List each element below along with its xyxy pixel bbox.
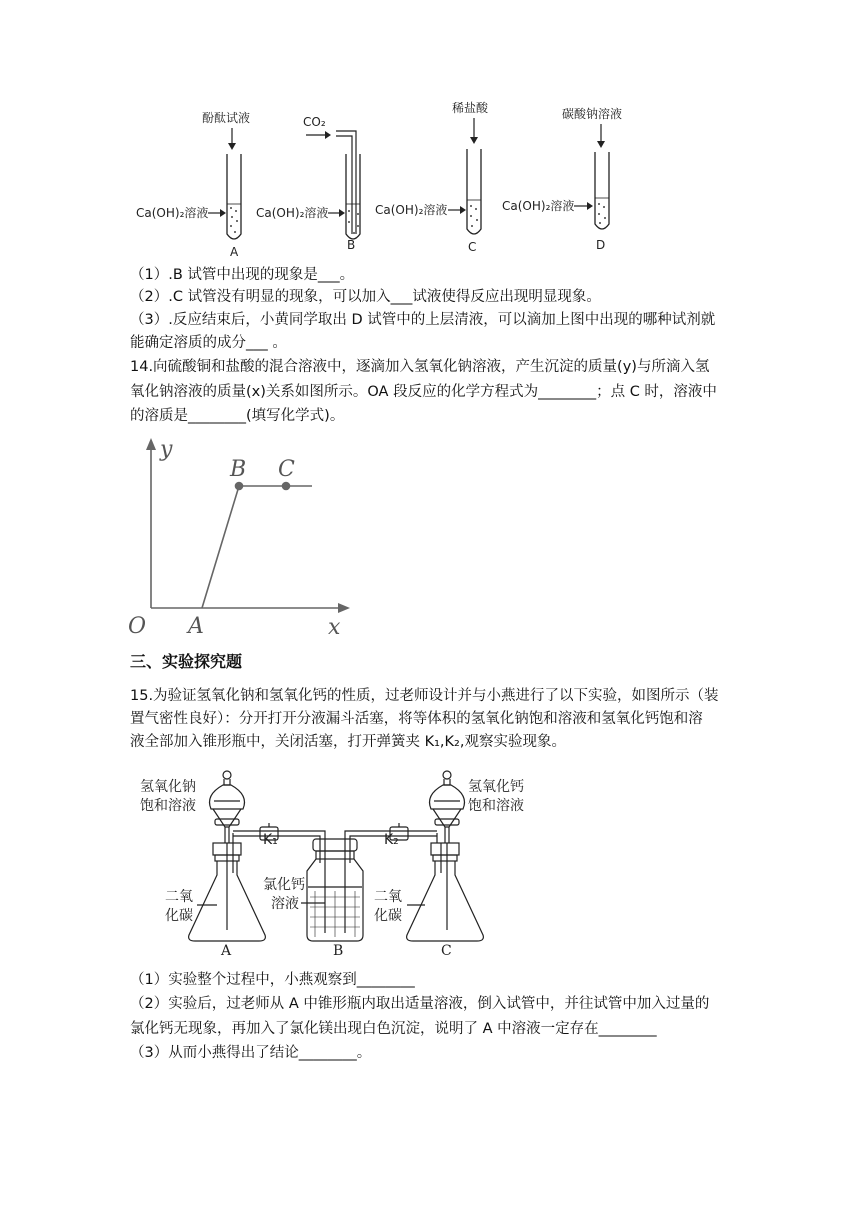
cacl2-label-1: 氯化钙 bbox=[263, 877, 305, 893]
co2-left-label-2: 化碳 bbox=[165, 908, 193, 924]
funnel-left-label-1: 氢氧化钠 bbox=[140, 779, 196, 795]
section-3-title: 三、实验探究题 bbox=[130, 652, 243, 671]
k1-label: K₁ bbox=[263, 832, 278, 848]
bottle-b-label: B bbox=[333, 943, 344, 959]
cacl2-label-2: 溶液 bbox=[271, 896, 299, 912]
test-tubes-figure bbox=[130, 96, 650, 260]
test-tube-a bbox=[227, 154, 241, 239]
reagent-dilute-hcl: 稀盐酸 bbox=[452, 101, 489, 115]
test-tube-d bbox=[595, 152, 609, 229]
ca-oh2-label-c: Ca(OH)₂溶液 bbox=[375, 203, 448, 217]
tube-label-c: C bbox=[468, 240, 477, 254]
test-tube-c bbox=[467, 149, 481, 234]
origin-label: O bbox=[128, 614, 147, 639]
co2-right-label-1: 二氧 bbox=[374, 889, 402, 905]
cacl2-solution-hatching bbox=[310, 891, 360, 937]
tube-label-d: D bbox=[596, 238, 606, 252]
q13-part2: （2）.C 试管没有明显的现象，可以加入___试液使得反应出现明显现象。 bbox=[130, 289, 601, 305]
flask-c-label: C bbox=[441, 943, 452, 959]
point-c bbox=[283, 483, 290, 490]
conical-flask-a bbox=[189, 843, 266, 941]
reagent-co2: CO₂ bbox=[303, 115, 326, 129]
ca-oh2-label-a: Ca(OH)₂溶液 bbox=[136, 206, 209, 220]
k2-label: K₂ bbox=[384, 832, 399, 848]
q14-line1: 14.向硫酸铜和盐酸的混合溶液中，逐滴加入氢氧化钠溶液，产生沉淀的质量(y)与所滴入氢 bbox=[130, 359, 710, 375]
apparatus-figure bbox=[135, 765, 555, 965]
q15-part3: （3）从而小燕得出了结论________。 bbox=[130, 1045, 372, 1061]
q15-part2-line2: 氯化钙无现象，再加入了氯化镁出现白色沉淀，说明了 A 中溶液一定存在________ bbox=[130, 1021, 657, 1037]
reagent-sodium-carbonate: 碳酸钠溶液 bbox=[562, 107, 623, 121]
q13-part3-line1: （3）.反应结束后，小黄同学取出 D 试管中的上层清液，可以滴加上图中出现的哪种试剂就 bbox=[130, 312, 716, 328]
q15-line2: 置气密性良好）：分开打开分液漏斗活塞，将等体积的氢氧化钠饱和溶液和氢氧化钙饱和溶 bbox=[130, 711, 703, 727]
funnel-left-label-2: 饱和溶液 bbox=[140, 798, 196, 814]
reagent-phenolphthalein: 酚酞试液 bbox=[202, 111, 251, 125]
co2-left-label-1: 二氧 bbox=[165, 889, 193, 905]
q15-line3: 液全部加入锥形瓶中，关闭活塞，打开弹簧夹 K₁,K₂,观察实验现象。 bbox=[130, 734, 566, 750]
conical-flask-c bbox=[407, 843, 484, 941]
point-a-label: A bbox=[188, 614, 204, 639]
point-b bbox=[236, 483, 243, 490]
co2-right-label-2: 化碳 bbox=[374, 908, 402, 924]
separatory-funnel-right bbox=[430, 771, 465, 843]
q15-part1: （1）实验整个过程中，小燕观察到________ bbox=[130, 972, 415, 988]
separatory-funnel-left bbox=[210, 771, 245, 843]
q15-line1: 15.为验证氢氧化钠和氢氧化钙的性质，过老师设计并与小燕进行了以下实验，如图所示（装 bbox=[130, 688, 719, 704]
q14-line2: 氧化钠溶液的质量(x)关系如图所示。OA 段反应的化学方程式为________；点 C 时，溶液中 bbox=[130, 384, 717, 400]
q13-part3-line2: 能确定溶质的成分___ 。 bbox=[130, 335, 287, 351]
q14-line3: 的溶质是________(填写化学式)。 bbox=[130, 408, 345, 424]
q13-part1: （1）.B 试管中出现的现象是___。 bbox=[130, 267, 355, 283]
y-axis-label: y bbox=[160, 437, 173, 462]
tube-label-b: B bbox=[347, 238, 356, 252]
q15-part2-line1: （2）实验后，过老师从 A 中锥形瓶内取出适量溶液，倒入试管中，并往试管中加入过量的 bbox=[130, 996, 710, 1012]
tube-label-a: A bbox=[230, 245, 239, 259]
point-b-label: B bbox=[230, 457, 247, 482]
precipitate-graph bbox=[120, 430, 360, 640]
ca-oh2-label-b: Ca(OH)₂溶液 bbox=[256, 206, 329, 220]
funnel-right-label-1: 氢氧化钙 bbox=[468, 779, 524, 795]
funnel-right-label-2: 饱和溶液 bbox=[468, 798, 524, 814]
flask-a-label: A bbox=[221, 943, 232, 959]
x-axis-label: x bbox=[328, 615, 341, 640]
point-c-label: C bbox=[278, 457, 295, 482]
graph-line bbox=[202, 486, 312, 608]
ca-oh2-label-d: Ca(OH)₂溶液 bbox=[502, 199, 575, 213]
